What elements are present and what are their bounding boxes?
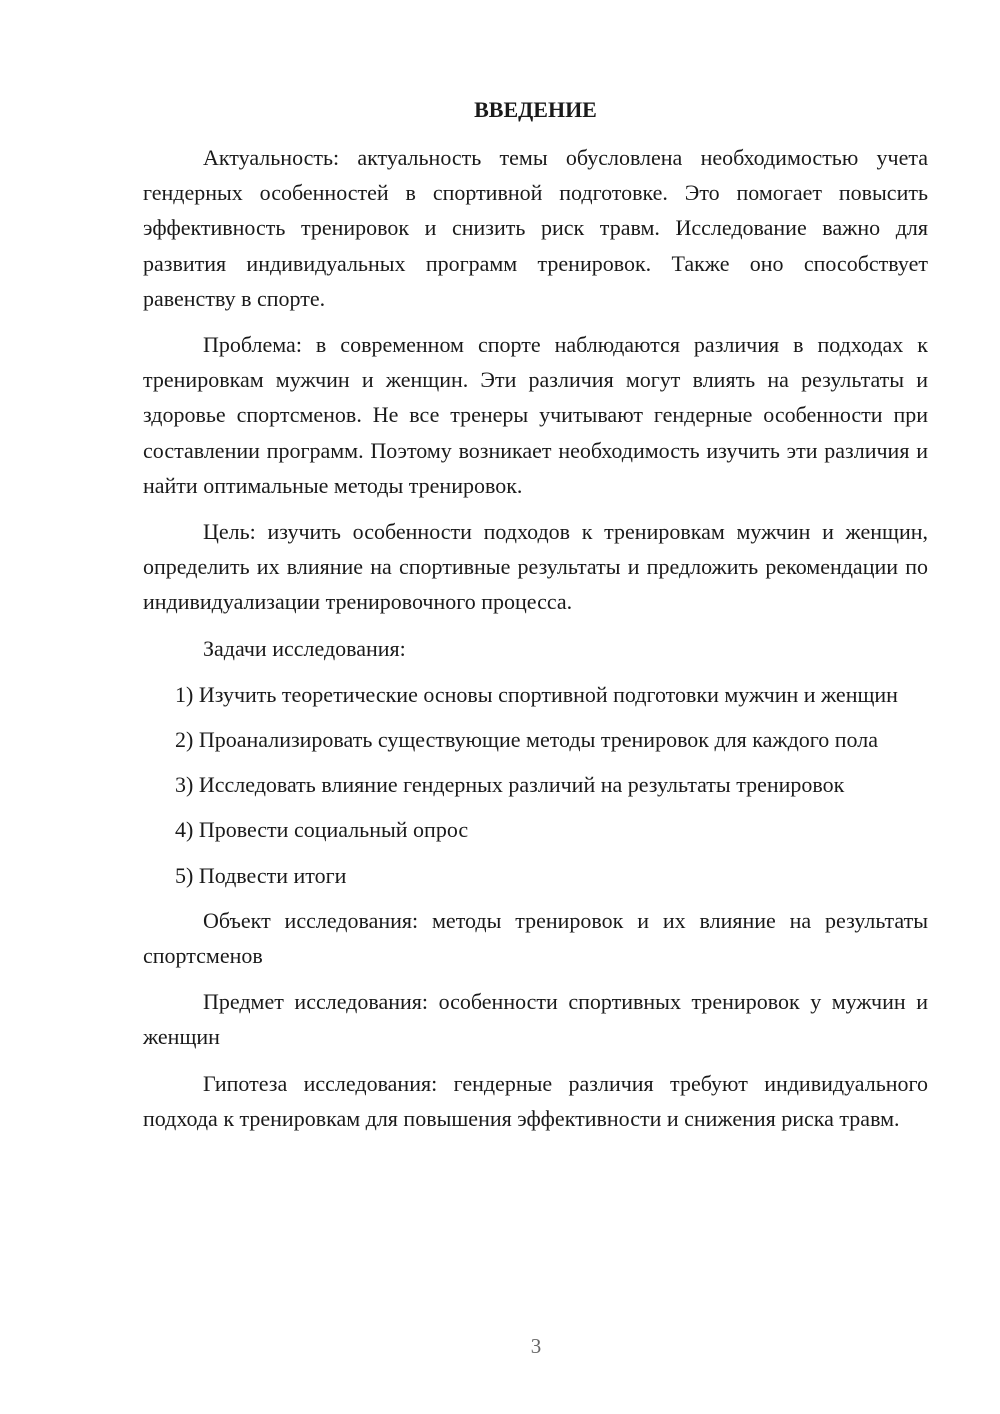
page-number: 3 [530, 1334, 542, 1358]
paragraph-object: Объект исследования: методы тренировок и их влияние на результаты спортсменов [143, 907, 928, 969]
paragraph-problem: Проблема: в современном спорте наблюдаются различия в подходах к тренировкам мужчин и женщин. Эти различия могут влиять на результаты и здоровье спортсменов. Не все тренеры учитывают гендерные особенности при составлении программ. Поэтому возникает необходимость изучить эти различия и найти оптимальные методы тренировок. [143, 332, 928, 498]
paragraph-hypothesis: Гипотеза исследования: гендерные различия требуют индивидуального подхода к тренировкам для повышения эффективности и снижения риска травм. [143, 1070, 928, 1131]
page-title: ВВЕДЕНИЕ [474, 97, 597, 122]
task-item-4: 4) Провести социальный опрос [175, 817, 469, 843]
task-item-1: 1) Изучить теоретические основы спортивной подготовки мужчин и женщин [175, 681, 898, 707]
paragraph-relevance: Актуальность: актуальность темы обусловлена необходимостью учета гендерных особенностей в спортивной подготовке. Это помогает повысить эффективность тренировок и снизить риск травм. Исследование важно для развития индивидуальных программ тренировок. Также оно способствует равенству в спорте. [143, 145, 928, 311]
page-content [143, 92, 928, 1147]
paragraph-subject: Предмет исследования: особенности спортивных тренировок у мужчин и женщин [143, 989, 928, 1050]
tasks-heading: Задачи исследования: [203, 635, 406, 661]
task-item-5: 5) Подвести итоги [175, 862, 347, 888]
task-item-3: 3) Исследовать влияние гендерных различий на результаты тренировок [175, 772, 845, 798]
paragraph-goal: Цель: изучить особенности подходов к тренировкам мужчин и женщин, определить их влияние на спортивные результаты и предложить рекомендации по индивидуализации тренировочного процесса. [143, 519, 928, 615]
task-item-2: 2) Проанализировать существующие методы тренировок для каждого пола [175, 727, 879, 753]
